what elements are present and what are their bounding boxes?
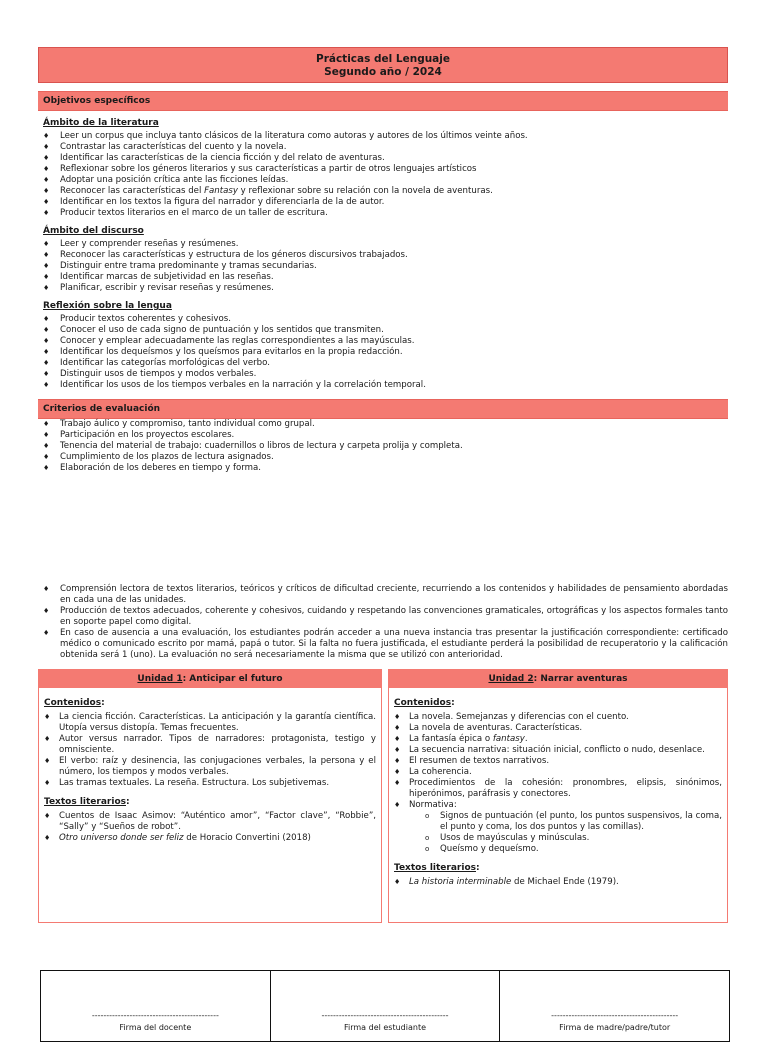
list-item: ♦ Leer y comprender reseñas y resúmenes. bbox=[43, 239, 239, 249]
list-item: ♦ Cumplimiento de los plazos de lectura asignados. bbox=[43, 452, 274, 462]
list-item: ♦ Planificar, escribir y revisar reseñas y resúmenes. bbox=[43, 283, 274, 293]
diamond-bullet-icon: ♦ bbox=[394, 724, 401, 732]
diamond-bullet-icon: ♦ bbox=[43, 607, 50, 615]
diamond-bullet-icon: ♦ bbox=[44, 779, 51, 787]
diamond-bullet-icon: ♦ bbox=[43, 209, 50, 217]
unit-1-contents-list bbox=[44, 712, 376, 789]
signature-cell-guardian bbox=[500, 971, 729, 1041]
diamond-bullet-icon: ♦ bbox=[43, 370, 50, 378]
list-item: ♦ La fantasía épica o fantasy. bbox=[394, 734, 528, 744]
objectives-heading: Objetivos específicos bbox=[38, 91, 728, 111]
unit-2-texts-label: Textos literarios: bbox=[394, 863, 480, 873]
list-item: ♦ Otro universo donde ser feliz de Horacio Convertini (2018) bbox=[44, 833, 311, 843]
list-item: ♦ Identificar los dequeísmos y los queísmos para evitarlos en la propia redacción. bbox=[43, 347, 403, 357]
criteria-heading: Criterios de evaluación bbox=[38, 399, 728, 419]
diamond-bullet-icon: ♦ bbox=[394, 713, 401, 721]
signature-label: Firma del docente bbox=[119, 1023, 192, 1032]
diamond-bullet-icon: ♦ bbox=[43, 143, 50, 151]
list-item: ♦ Cuentos de Isaac Asimov: “Auténtico amor”, “Factor clave”, “Robbie”, “Sally” y “Sueños de robot”. bbox=[44, 811, 376, 832]
list-item: ♦ La secuencia narrativa: situación inicial, conflicto o nudo, desenlace. bbox=[394, 745, 705, 755]
list-item: ♦ Participación en los proyectos escolares. bbox=[43, 430, 235, 440]
language-heading: Reflexión sobre la lengua bbox=[43, 301, 172, 311]
diamond-bullet-icon: ♦ bbox=[43, 154, 50, 162]
diamond-bullet-icon: ♦ bbox=[43, 629, 50, 637]
list-item: ♦ Conocer y emplear adecuadamente las reglas correspondientes a las mayúsculas. bbox=[43, 336, 415, 346]
list-item: ♦ Identificar las características de la ciencia ficción y del relato de aventuras. bbox=[43, 153, 385, 163]
list-item: ♦ Leer un corpus que incluya tanto clásicos de la literatura como autoras y autores de los últimos veinte años. bbox=[43, 131, 528, 141]
unit-1-contents-label: Contenidos: bbox=[44, 698, 105, 708]
list-item: ♦ El resumen de textos narrativos. bbox=[394, 756, 550, 766]
document-title: Prácticas del Lenguaje bbox=[316, 53, 450, 65]
signature-table bbox=[40, 970, 730, 1042]
list-item: ♦ El verbo: raíz y desinencia, las conjugaciones verbales, la persona y el número, los tiempos y modos verbales. bbox=[44, 756, 376, 777]
signature-cell-student bbox=[271, 971, 501, 1041]
unit-1-texts-list bbox=[44, 811, 376, 844]
criteria-list-bottom-block bbox=[38, 584, 728, 661]
criteria-list-top bbox=[38, 419, 728, 474]
sub-list-item: o Signos de puntuación (el punto, los puntos suspensivos, la coma, el punto y coma, los dos puntos y las comillas). bbox=[425, 811, 722, 832]
list-item: ♦ Reconocer las características del Fantasy y reflexionar sobre su relación con la novela de aventuras. bbox=[43, 186, 493, 196]
unit-1-heading: Unidad 1: Anticipar el futuro bbox=[39, 670, 381, 688]
list-item: ♦ La coherencia. bbox=[394, 767, 472, 777]
diamond-bullet-icon: ♦ bbox=[44, 834, 51, 842]
diamond-bullet-icon: ♦ bbox=[43, 198, 50, 206]
list-item: ♦ Producir textos literarios en el marco de un taller de escritura. bbox=[43, 208, 328, 218]
diamond-bullet-icon: ♦ bbox=[394, 779, 401, 787]
diamond-bullet-icon: ♦ bbox=[394, 801, 401, 809]
list-item: ♦ Identificar los usos de los tiempos verbales en la narración y la correlación temporal. bbox=[43, 380, 426, 390]
document-subtitle: Segundo año / 2024 bbox=[324, 66, 442, 78]
diamond-bullet-icon: ♦ bbox=[43, 431, 50, 439]
diamond-bullet-icon: ♦ bbox=[43, 420, 50, 428]
list-item: ♦ En caso de ausencia a una evaluación, los estudiantes podrán acceder a una nueva instancia tras presentar la justificación correspondiente: certificado médico o comunicado escrito por mamá, papá o tutor. Si la falta no fuera justificada, el estudiante perderá la posibilidad de recuperatorio y la calificación obtenida será 1 (uno). La evaluación no será necesariamente la misma que se utilizó con anterioridad. bbox=[43, 628, 728, 660]
unit-2-texts-list bbox=[394, 877, 722, 888]
diamond-bullet-icon: ♦ bbox=[43, 273, 50, 281]
diamond-bullet-icon: ♦ bbox=[43, 442, 50, 450]
list-item: ♦ La ciencia ficción. Características. La anticipación y la garantía científica. Utopía versus distopía. Temas frecuentes. bbox=[44, 712, 376, 733]
diamond-bullet-icon: ♦ bbox=[43, 453, 50, 461]
signature-line: -------------------------------------------- bbox=[551, 1011, 679, 1020]
diamond-bullet-icon: ♦ bbox=[44, 812, 51, 820]
diamond-bullet-icon: ♦ bbox=[43, 251, 50, 259]
diamond-bullet-icon: ♦ bbox=[394, 735, 401, 743]
list-item: ♦ Adoptar una posición crítica ante las ficciones leídas. bbox=[43, 175, 289, 185]
signature-line: -------------------------------------------- bbox=[91, 1011, 219, 1020]
sub-list-item: o Queísmo y dequeísmo. bbox=[425, 844, 539, 854]
circle-bullet-icon: o bbox=[425, 812, 430, 820]
diamond-bullet-icon: ♦ bbox=[43, 315, 50, 323]
list-item: ♦ Autor versus narrador. Tipos de narradores: protagonista, testigo y omnisciente. bbox=[44, 734, 376, 755]
diamond-bullet-icon: ♦ bbox=[43, 240, 50, 248]
circle-bullet-icon: o bbox=[425, 845, 430, 853]
diamond-bullet-icon: ♦ bbox=[394, 768, 401, 776]
units-section bbox=[38, 669, 728, 923]
normativa-sublist bbox=[409, 811, 722, 855]
unit-1-texts-label: Textos literarios: bbox=[44, 797, 130, 807]
unit-2-contents-label: Contenidos: bbox=[394, 698, 455, 708]
diamond-bullet-icon: ♦ bbox=[44, 713, 51, 721]
list-item: ♦ Comprensión lectora de textos literarios, teóricos y críticos de dificultad creciente, recurriendo a los contenidos y habilidades de pensamiento abordadas en cada una de las unidades. bbox=[43, 584, 728, 605]
diamond-bullet-icon: ♦ bbox=[43, 381, 50, 389]
criteria-list-bottom bbox=[38, 584, 728, 661]
diamond-bullet-icon: ♦ bbox=[43, 585, 50, 593]
diamond-bullet-icon: ♦ bbox=[44, 735, 51, 743]
diamond-bullet-icon: ♦ bbox=[43, 464, 50, 472]
diamond-bullet-icon: ♦ bbox=[43, 348, 50, 356]
literature-list bbox=[38, 131, 728, 219]
list-item: ♦ Las tramas textuales. La reseña. Estructura. Los subjetivemas. bbox=[44, 778, 330, 788]
unit-2-contents-list bbox=[394, 712, 722, 855]
list-item: ♦ Identificar en los textos la figura del narrador y diferenciarla de la de autor. bbox=[43, 197, 385, 207]
language-list bbox=[38, 314, 728, 391]
diamond-bullet-icon: ♦ bbox=[394, 746, 401, 754]
diamond-bullet-icon: ♦ bbox=[43, 359, 50, 367]
list-item: ♦ Conocer el uso de cada signo de puntuación y los sentidos que transmiten. bbox=[43, 325, 384, 335]
diamond-bullet-icon: ♦ bbox=[43, 132, 50, 140]
list-item: ♦ Normativa: o Signos de puntuación (el punto, los puntos suspensivos, la coma, el punto y coma, los dos puntos y las comillas). o Usos de mayúsculas y minúsculas. o Queísmo y dequeísmo. bbox=[394, 800, 722, 854]
sub-list-item: o Usos de mayúsculas y minúsculas. bbox=[425, 833, 590, 843]
header-box bbox=[38, 47, 728, 83]
list-item: ♦ La novela. Semejanzas y diferencias con el cuento. bbox=[394, 712, 629, 722]
list-item: ♦ Distinguir entre trama predominante y tramas secundarias. bbox=[43, 261, 317, 271]
diamond-bullet-icon: ♦ bbox=[394, 878, 401, 886]
list-item: ♦ Identificar marcas de subjetividad en las reseñas. bbox=[43, 272, 274, 282]
literature-heading: Ámbito de la literatura bbox=[43, 118, 159, 128]
signature-label: Firma de madre/padre/tutor bbox=[559, 1023, 671, 1032]
diamond-bullet-icon: ♦ bbox=[43, 337, 50, 345]
discourse-heading: Ámbito del discurso bbox=[43, 226, 144, 236]
unit-2-heading: Unidad 2: Narrar aventuras bbox=[389, 670, 727, 688]
list-item: ♦ Reconocer las características y estructura de los géneros discursivos trabajados. bbox=[43, 250, 408, 260]
diamond-bullet-icon: ♦ bbox=[43, 176, 50, 184]
list-item: ♦ Tenencia del material de trabajo: cuadernillos o libros de lectura y carpeta prolija y completa. bbox=[43, 441, 463, 451]
signature-cell-teacher bbox=[41, 971, 271, 1041]
list-item: ♦ Distinguir usos de tiempos y modos verbales. bbox=[43, 369, 257, 379]
list-item: ♦ Reflexionar sobre los géneros literarios y sus características a partir de otros lenguajes artísticos bbox=[43, 164, 477, 174]
diamond-bullet-icon: ♦ bbox=[43, 326, 50, 334]
diamond-bullet-icon: ♦ bbox=[43, 262, 50, 270]
discourse-list bbox=[38, 239, 728, 294]
diamond-bullet-icon: ♦ bbox=[43, 165, 50, 173]
list-item: ♦ Trabajo áulico y compromiso, tanto individual como grupal. bbox=[43, 419, 315, 429]
list-item: ♦ Producir textos coherentes y cohesivos. bbox=[43, 314, 231, 324]
list-item: ♦ Identificar las categorías morfológicas del verbo. bbox=[43, 358, 270, 368]
list-item: ♦ La historia interminable de Michael Ende (1979). bbox=[394, 877, 619, 887]
diamond-bullet-icon: ♦ bbox=[394, 757, 401, 765]
list-item: ♦ Producción de textos adecuados, coherente y cohesivos, cuidando y respetando las convenciones gramaticales, ortográficas y los aspectos formales tanto en soporte papel como digital. bbox=[43, 606, 728, 627]
signature-line: -------------------------------------------- bbox=[321, 1011, 449, 1020]
list-item: ♦ Procedimientos de la cohesión: pronombres, elipsis, sinónimos, hiperónimos, paráfrasis y conectores. bbox=[394, 778, 722, 799]
signature-label: Firma del estudiante bbox=[343, 1023, 427, 1032]
list-item: ♦ La novela de aventuras. Características. bbox=[394, 723, 583, 733]
document-page bbox=[38, 47, 728, 474]
unit-1-box bbox=[38, 669, 382, 923]
unit-2-box bbox=[388, 669, 728, 923]
diamond-bullet-icon: ♦ bbox=[43, 187, 50, 195]
list-item: ♦ Elaboración de los deberes en tiempo y forma. bbox=[43, 463, 261, 473]
diamond-bullet-icon: ♦ bbox=[43, 284, 50, 292]
list-item: ♦ Contrastar las características del cuento y la novela. bbox=[43, 142, 287, 152]
circle-bullet-icon: o bbox=[425, 834, 430, 842]
diamond-bullet-icon: ♦ bbox=[44, 757, 51, 765]
